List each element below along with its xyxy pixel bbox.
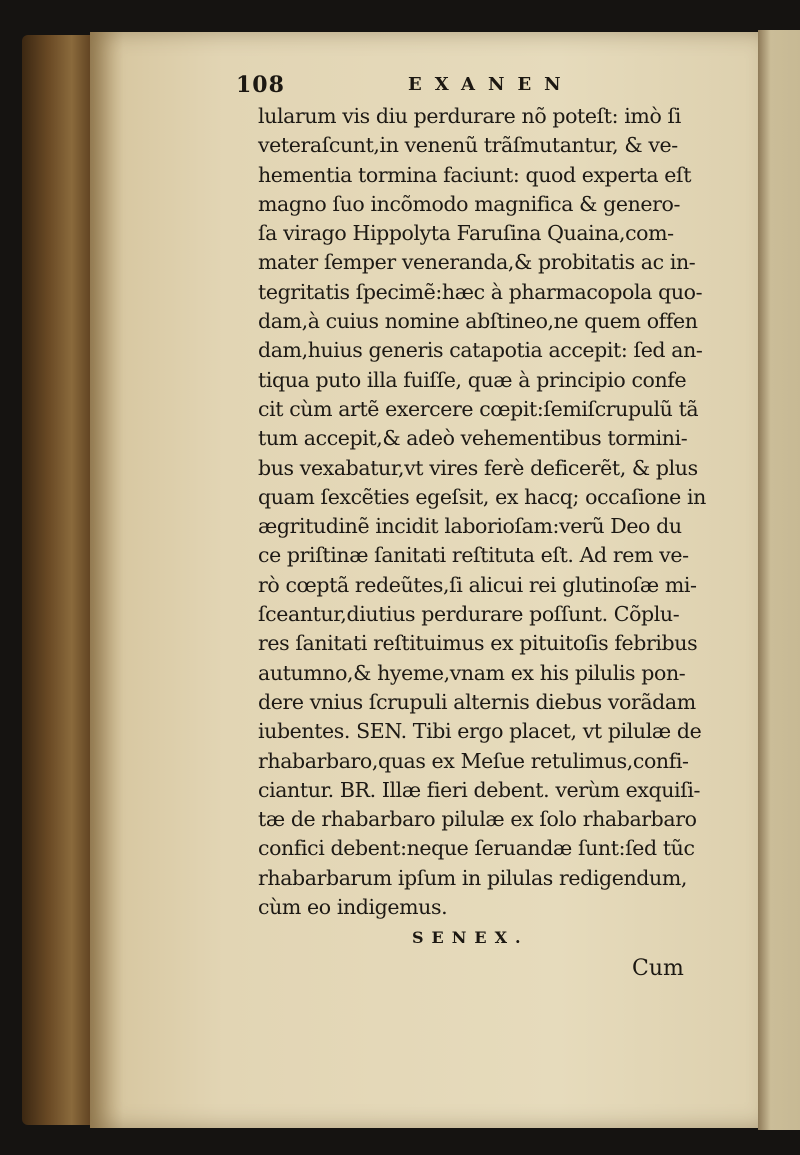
facing-page-edge [758, 30, 800, 1130]
text-line: rhabarbaro,quas ex Meſue retulimus,confi- [258, 748, 689, 773]
page-number: 108 [236, 72, 285, 98]
text-line: autumno,& hyeme,vnam ex his pilulis pon- [258, 660, 686, 685]
text-line: magno ſuo incõmodo magnifica & genero- [258, 191, 680, 216]
text-line: bus vexabatur,vt vires ferè deficerẽt, & plus [258, 455, 698, 480]
text-line: ſa virago Hippolyta Faruſina Quaina,com- [258, 221, 674, 246]
text-line: dere vnius ſcrupuli alternis diebus vorãdam [258, 689, 696, 714]
text-line: res ſanitati reſtituimus ex pituitoſis febribus [258, 631, 698, 656]
signature-mark: SENEX. [412, 928, 529, 947]
text-line: tiqua puto illa fuiſſe, quæ à principio confe [258, 367, 687, 392]
page-header [236, 72, 736, 102]
text-line: lularum vis diu perdurare nõ poteſt: imò ſi [258, 104, 681, 128]
text-line: cit cùm artẽ exercere cœpit:ſemiſcrupulũ tã [258, 396, 699, 421]
text-line: iubentes. SEN. Tibi ergo placet, vt pilulæ de [258, 719, 702, 744]
text-line: dam,à cuius nomine abſtineo,ne quem offen [258, 309, 698, 334]
text-line: rò cœptã redeũtes,ſi alicui rei glutinoſæ mi- [258, 572, 697, 597]
text-line: cùm eo indigemus. [258, 895, 448, 920]
text-line: quam ſexcẽties egeſsit, ex hacq; occaſione in [258, 484, 706, 509]
text-line: confici debent:neque ſeruandæ ſunt:ſed tũc [258, 836, 695, 861]
running-head: EXANEN [408, 74, 574, 95]
text-line: dam,huius generis catapotia accepit: ſed an- [258, 338, 703, 363]
text-line: ce priſtinæ ſanitati reſtituta eſt. Ad rem ve- [258, 543, 689, 568]
text-line: mater ſemper veneranda,& probitatis ac in- [258, 250, 696, 275]
catchword: Cum [632, 956, 684, 981]
text-line: ægritudinẽ incidit laborioſam:verũ Deo du [258, 514, 682, 539]
text-line: hementia tormina faciunt: quod experta eſt [258, 162, 692, 187]
text-line: rhabarbarum ipſum in pilulas redigendum, [258, 865, 687, 890]
text-line: ſceantur,diutius perdurare poſſunt. Cõplu- [258, 602, 680, 627]
text-line: ciantur. BR. Illæ fieri debent. verùm exquiſi- [258, 777, 701, 802]
text-line: tegritatis ſpecimẽ:hæc à pharmacopola quo- [258, 279, 703, 304]
text-line: veteraſcunt,in venenũ trãſmutantur, & ve- [258, 133, 678, 158]
body-text [258, 102, 728, 922]
text-line: tum accepit,& adeò vehementibus tormini- [258, 426, 688, 451]
text-line: tæ de rhabarbaro pilulæ ex ſolo rhabarbaro [258, 807, 697, 832]
